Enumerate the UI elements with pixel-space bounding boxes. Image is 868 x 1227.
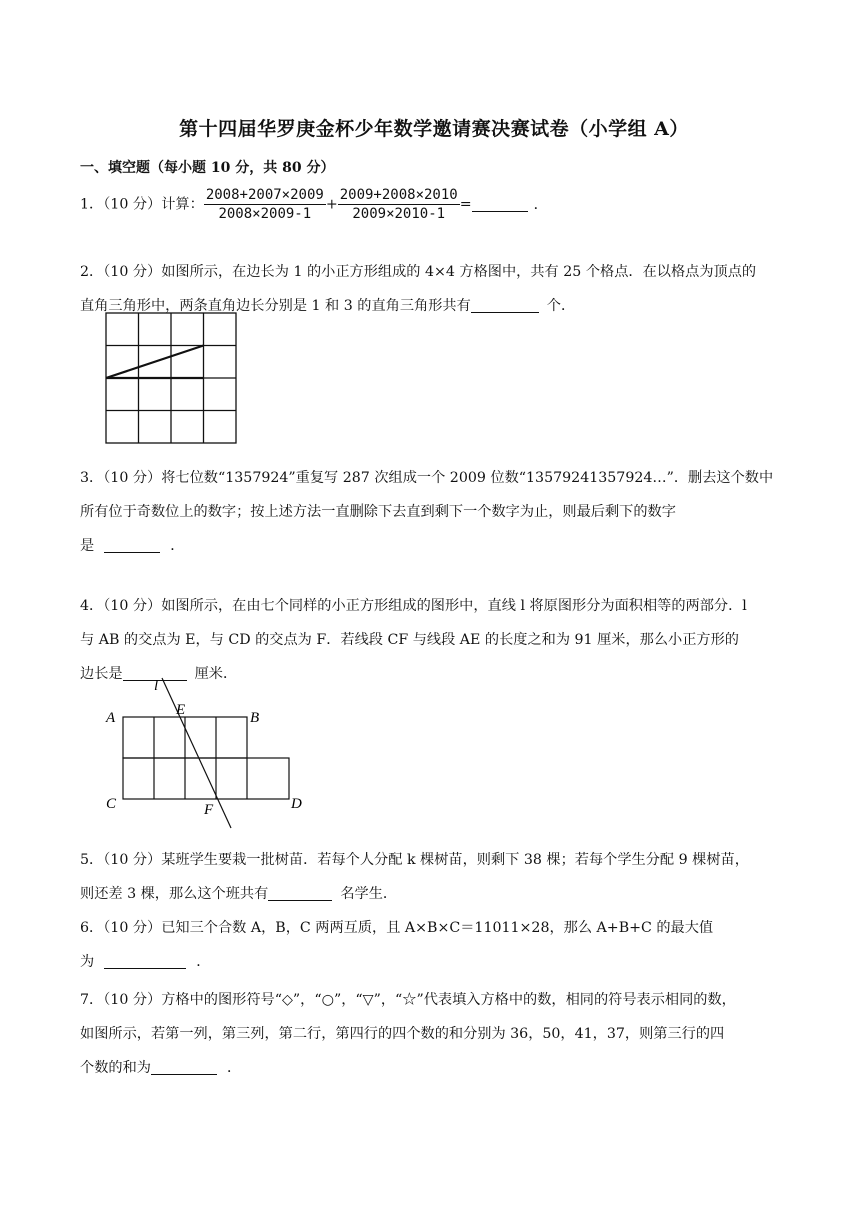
q4-label-B: B xyxy=(250,710,260,726)
q4-line-l xyxy=(162,678,231,828)
q6-line-1: 6．（10 分）已知三个合数 A，B，C 两两互质，且 A×B×C＝11011×28，那么 A+B+C 的最大值 xyxy=(80,920,714,936)
page-title: 第十四届华罗庚金杯少年数学邀请赛决赛试卷（小学组 A） xyxy=(179,118,689,140)
q2-line-2: 直角三角形中，两条直角边长分别是 1 和 3 的直角三角形共有 xyxy=(80,298,471,314)
q1-plus: + xyxy=(325,196,338,213)
q2-diagonal-segment xyxy=(106,346,204,379)
q4-line-3: 边长是 xyxy=(80,666,123,682)
q1-fraction-2 xyxy=(338,186,460,223)
q1-prefix: 1．（10 分）计算： xyxy=(80,196,204,213)
question-7 xyxy=(80,983,792,1085)
q2-line-1: 2．（10 分）如图所示，在边长为 1 的小正方形组成的 4×4 方格图中，共有 25 个格点．在以格点为顶点的 xyxy=(80,264,757,280)
q5-line-1: 5．（10 分）某班学生要栽一批树苗．若每个人分配 k 棵树苗，则剩下 38 棵；若每个学生分配 9 棵树苗， xyxy=(80,852,749,868)
q1-frac2-denominator: 2009×2010-1 xyxy=(352,206,446,222)
q3-line-1: 3．（10 分）将七位数“1357924”重复写 287 次组成一个 2009 位数“13579241357924…”．删去这个数中 xyxy=(80,470,774,486)
question-5 xyxy=(80,843,792,911)
q3-line-3: 是 xyxy=(80,538,95,554)
question-3 xyxy=(80,461,792,563)
question-6 xyxy=(80,911,792,979)
q1-frac1-numerator: 2008+2007×2009 xyxy=(205,187,324,203)
q4-label-A: A xyxy=(106,710,116,726)
q1-fraction-1 xyxy=(204,186,326,223)
q6-answer-blank[interactable] xyxy=(104,952,186,969)
q3-line-3-end: ． xyxy=(170,538,185,554)
q7-line-3-end: ． xyxy=(226,1060,242,1076)
q7-line-1: 7．（10 分）方格中的图形符号“◇”，“○”，“▽”，“☆”代表填入方格中的数，相同的符号表示相同的数， xyxy=(80,992,736,1008)
section-heading: 一、填空题（每小题 10 分，共 80 分） xyxy=(80,160,335,176)
question-1 xyxy=(80,186,792,223)
q4-bottom-row xyxy=(123,758,289,799)
q1-frac2-numerator: 2009+2008×2010 xyxy=(339,187,458,203)
q4-label-D: D xyxy=(291,796,302,812)
q5-answer-blank[interactable] xyxy=(268,884,332,901)
q4-line-1: 4．（10 分）如图所示，在由七个同样的小正方形组成的图形中，直线 l 将原图形分为面积相等的两部分．l xyxy=(80,598,747,614)
q4-figure xyxy=(100,668,320,834)
q1-frac1-denominator: 2008×2009-1 xyxy=(218,206,312,222)
q1-end: ． xyxy=(533,196,548,213)
q2-line-2-end: 个． xyxy=(546,298,576,314)
q4-label-F: F xyxy=(204,802,214,818)
q1-equals: = xyxy=(459,196,472,213)
q6-line-2-end: ． xyxy=(196,954,211,970)
q3-line-2: 所有位于奇数位上的数字；按上述方法一直删除下去直到剩下一个数字为止，则最后剩下的数字 xyxy=(80,504,676,520)
q4-line-3-end: 厘米． xyxy=(194,666,238,682)
q7-line-3: 个数的和为 xyxy=(80,1060,151,1076)
q2-grid-figure xyxy=(100,308,242,448)
q6-line-2: 为 xyxy=(80,954,95,970)
q4-label-E: E xyxy=(176,702,186,718)
q4-label-C: C xyxy=(106,796,117,812)
q7-line-2: 如图所示，若第一列，第三列，第二行，第四行的四个数的和分别为 36，50，41，37，则第三行的四 xyxy=(80,1026,725,1042)
q2-answer-blank[interactable] xyxy=(471,296,539,313)
q5-line-2-end: 名学生． xyxy=(340,886,398,902)
q5-line-2: 则还差 3 棵，那么这个班共有 xyxy=(80,886,269,902)
q1-answer-blank[interactable] xyxy=(472,195,528,212)
q7-answer-blank[interactable] xyxy=(151,1058,217,1075)
q4-label-l: l xyxy=(154,678,159,694)
q3-answer-blank[interactable] xyxy=(104,536,160,553)
q4-line-2: 与 AB 的交点为 E，与 CD 的交点为 F．若线段 CF 与线段 AE 的长度之和为 91 厘米，那么小正方形的 xyxy=(80,632,739,648)
